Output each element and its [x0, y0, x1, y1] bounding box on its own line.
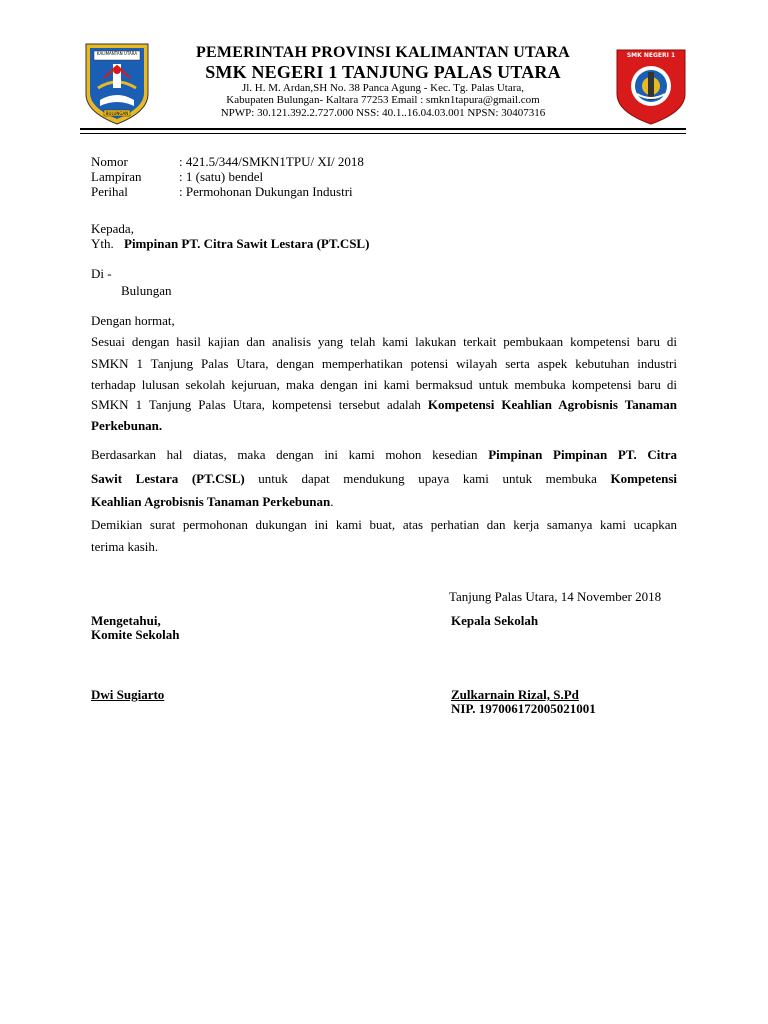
left-signer-title2: Komite Sekolah	[91, 627, 180, 642]
paragraph2-line3-bold: Keahlian Agrobisnis Tanaman Perkebunan	[91, 494, 331, 509]
right-signer-nip: NIP. 197006172005021001	[451, 701, 596, 716]
paragraph3-line1: Demikian surat permohonan dukungan ini kami buat, atas perhatian dan kerja samanya kami ucapkan	[91, 517, 677, 532]
header-school-name: SMK NEGERI 1 TANJUNG PALAS UTARA	[205, 62, 561, 82]
perihal-label: Perihal	[91, 184, 128, 199]
header-divider-thick	[80, 128, 686, 130]
paragraph2-line2	[91, 471, 677, 487]
paragraph2-line3	[91, 494, 334, 510]
paragraph1-line3: terhadap lulusan sekolah kejuruan, maka dengan ini kami bermaksud untuk membuka kompetensi baru di	[91, 377, 677, 392]
right-signer-title: Kepala Sekolah	[451, 613, 539, 628]
right-logo-text: SMK NEGERI 1	[626, 52, 676, 59]
perihal-value: : Permohonan Dukungan Industri	[179, 184, 353, 199]
lampiran-label: Lampiran	[91, 169, 142, 184]
paragraph1-line1: Sesuai dengan hasil kajian dan analisis yang telah kami lakukan terkait pembukaan kompetensi baru di	[91, 334, 677, 349]
paragraph1-line2: SMKN 1 Tanjung Palas Utara, dengan memperhatikan potensi wilayah serta aspek kebutuhan industri	[91, 356, 677, 371]
left-signer-name: Dwi Sugiarto	[91, 687, 165, 702]
paragraph2-line1-bold: Pimpinan Pimpinan PT. Citra	[488, 447, 677, 462]
right-signer-name: Zulkarnain Rizal, S.Pd	[451, 687, 579, 702]
paragraph1-line4-text: SMKN 1 Tanjung Palas Utara, kompetensi tersebut adalah	[91, 397, 428, 412]
paragraph1-line5: Perkebunan.	[91, 418, 163, 433]
place-date: Tanjung Palas Utara, 14 November 2018	[449, 589, 662, 604]
di-label: Di -	[91, 266, 112, 281]
paragraph2-line2-bold-end: Kompetensi	[610, 471, 677, 486]
paragraph2-line2-bold-start: Sawit Lestara (PT.CSL)	[91, 471, 245, 486]
left-logo-top-text: KALIMANTAN UTARA	[96, 51, 138, 56]
header-address-line2: Kabupaten Bulungan- Kaltara 77253 Email : smkn1tapura@gmail.com	[226, 94, 540, 106]
left-logo-bottom-text: BULUNGAN	[105, 111, 129, 116]
paragraph3-line2: terima kasih.	[91, 539, 159, 554]
nomor-value: : 421.5/344/SMKN1TPU/ XI/ 2018	[179, 154, 364, 169]
salutation: Dengan hormat,	[91, 313, 175, 328]
paragraph2-line1-text: Berdasarkan hal diatas, maka dengan ini kami mohon kesedian	[91, 447, 489, 462]
paragraph2-line2-text: untuk dapat mendukung upaya kami untuk membuka	[244, 471, 611, 486]
paragraph1-line4	[91, 397, 677, 413]
kepada-label: Kepada,	[91, 221, 134, 236]
lampiran-value: : 1 (satu) bendel	[179, 169, 264, 184]
recipient-place: Bulungan	[121, 283, 172, 298]
left-signer-title1: Mengetahui,	[91, 613, 161, 628]
header-address-line1: Jl. H. M. Ardan,SH No. 38 Panca Agung - Kec. Tg. Palas Utara,	[241, 82, 525, 94]
paragraph1-line4-bold: Kompetensi Keahlian Agrobisnis Tanaman	[427, 397, 677, 412]
paragraph2-line1	[91, 447, 677, 463]
nomor-label: Nomor	[91, 154, 128, 169]
yth-label: Yth.	[91, 236, 114, 251]
recipient-name: Pimpinan PT. Citra Sawit Lestara (PT.CSL)	[124, 236, 370, 251]
paragraph2-line3-period: .	[330, 494, 334, 509]
header-address-line3: NPWP: 30.121.392.2.727.000 NSS: 40.1..16.04.03.001 NPSN: 30407316	[220, 107, 546, 119]
header-divider-thin	[80, 133, 686, 134]
header-government-title: PEMERINTAH PROVINSI KALIMANTAN UTARA	[196, 44, 570, 61]
